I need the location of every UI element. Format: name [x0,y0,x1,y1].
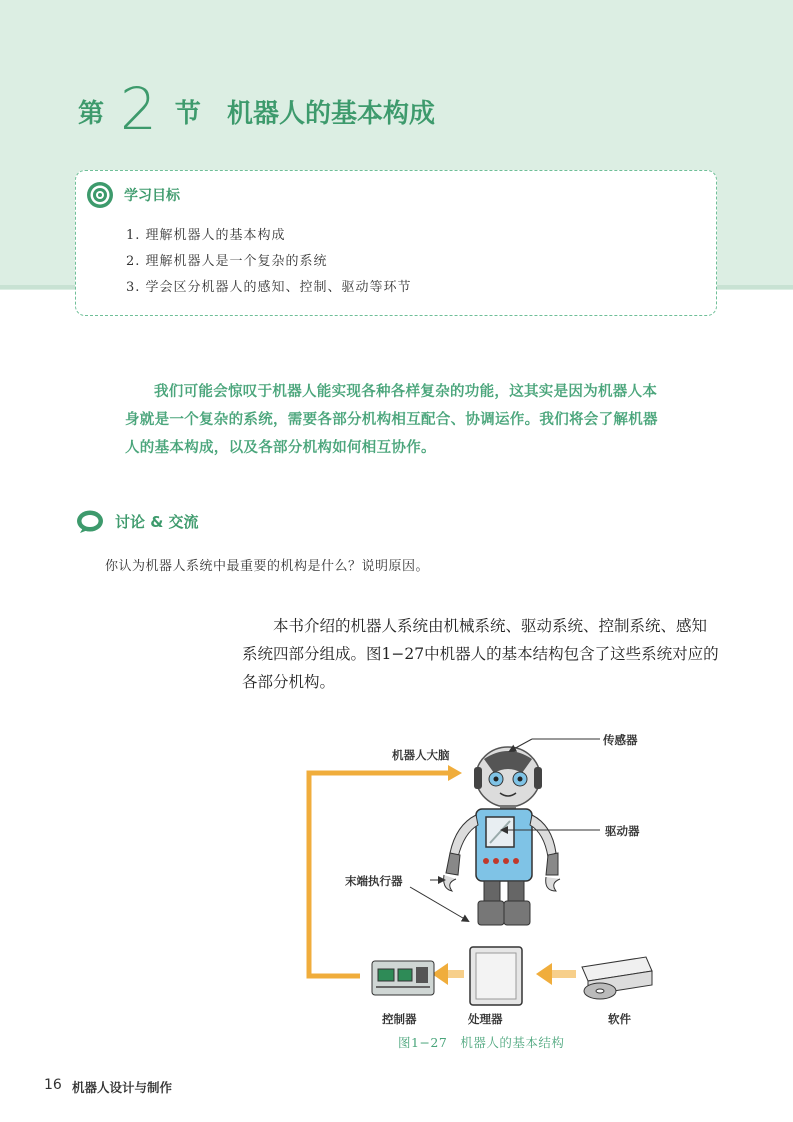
robot-structure-figure [300,725,680,1035]
label-controller: 控制器 [382,1012,417,1026]
robot-illustration [444,747,560,925]
label-software: 软件 [608,1012,631,1026]
objectives-heading: 学习目标 [124,188,180,204]
label-brain: 机器人大脑 [392,748,450,762]
software-to-processor-arrow [536,963,576,985]
controller-board-icon [372,961,434,995]
discussion-question: 你认为机器人系统中最重要的机构是什么？说明原因。 [105,559,430,574]
processor-to-controller-arrow [432,963,464,985]
section-suffix: 节 [174,99,201,129]
feedback-loop-arrow [309,765,462,976]
page-number: 16 [44,1077,62,1093]
objectives-box [75,170,717,316]
speech-bubble-icon [76,510,104,534]
section-prefix: 第 [78,99,105,129]
processor-chip-icon [470,947,522,1005]
optical-drive-icon [582,957,652,999]
figure-caption: 图1−27 机器人的基本结构 [398,1035,565,1050]
label-end-effector: 末端执行器 [345,874,403,888]
body-paragraph: 本书介绍的机器人系统由机械系统、驱动系统、控制系统、感知系统四部分组成。图1−27中机器人的基本结构包含了这些系统对应的各部分机构。 [242,617,719,691]
end-effector-pointer-2 [410,887,468,921]
objective-item: 1. 理解机器人的基本构成 [126,228,286,243]
objective-item: 3. 学会区分机器人的感知、控制、驱动等环节 [126,280,412,295]
section-number: 2 [120,75,157,143]
discussion-heading: 讨论 & 交流 [115,513,199,531]
label-sensor: 传感器 [603,733,638,747]
section-heading: 机器人的基本构成 [226,99,435,129]
label-drive: 驱动器 [605,824,640,838]
objectives-list [126,223,412,301]
intro-paragraph: 我们可能会惊叹于机器人能实现各种各样复杂的功能，这其实是因为机器人本身就是一个复杂的系统，需要各部分机构相互配合、协调运作。我们将会了解机器人的基本构成，以及各部分机构如何相互协作。 [125,384,658,456]
objective-item: 2. 理解机器人是一个复杂的系统 [126,254,328,269]
label-processor: 处理器 [468,1012,503,1026]
target-icon [86,181,114,209]
section-title [78,75,435,143]
book-title: 机器人设计与制作 [72,1080,173,1095]
